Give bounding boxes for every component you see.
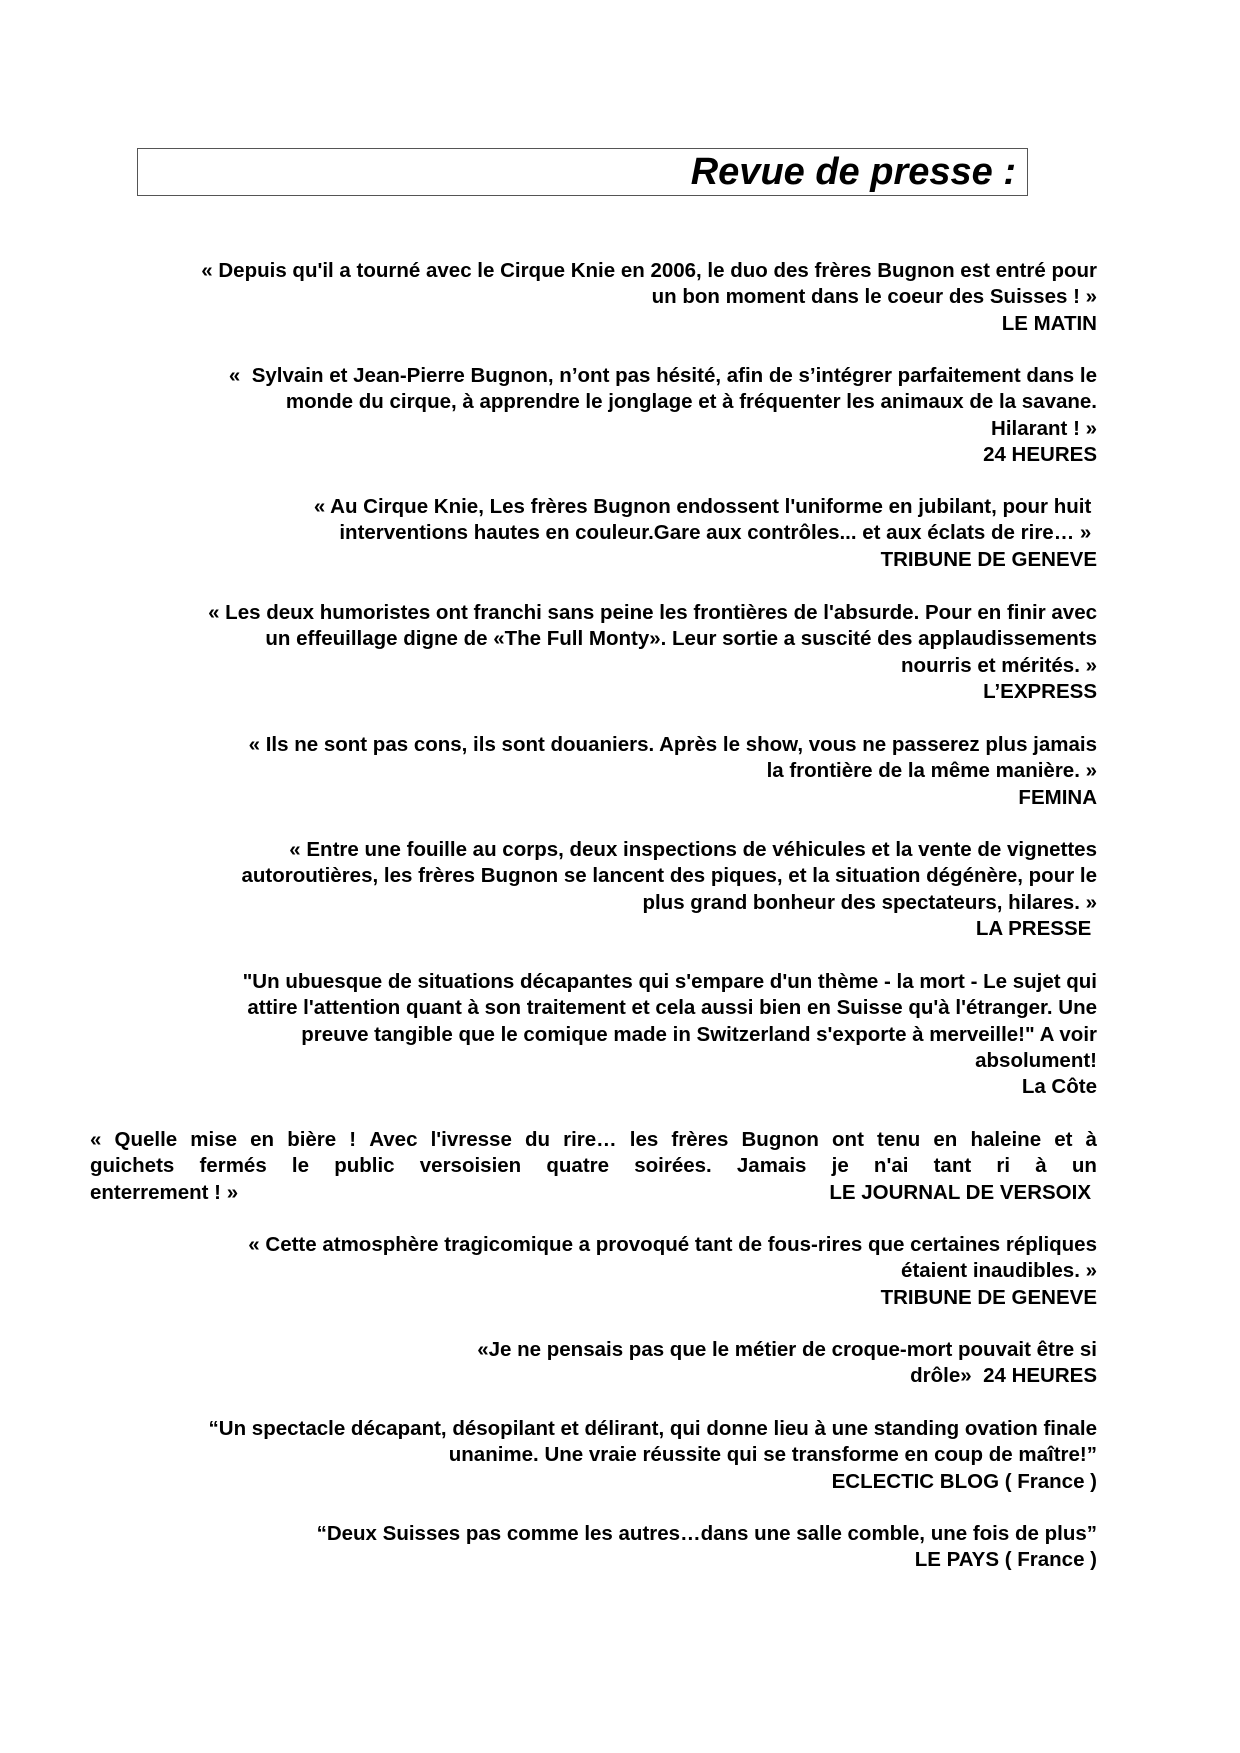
review-24-heures bbox=[90, 363, 1097, 468]
review-source: La Côte bbox=[1021, 1075, 1097, 1099]
page-title: Revue de presse : bbox=[690, 151, 1016, 193]
quote-word: à bbox=[1085, 1128, 1097, 1151]
quote-word: en bbox=[933, 1128, 958, 1151]
quote-word: quatre bbox=[546, 1154, 610, 1178]
quote-word: mise bbox=[190, 1128, 238, 1151]
quote-line: étaient inaudibles. » bbox=[901, 1259, 1097, 1283]
review-source: LE JOURNAL DE VERSOIX bbox=[829, 1180, 1091, 1204]
quote-word: et bbox=[1054, 1128, 1073, 1151]
quote-line: « Depuis qu'il a tourné avec le Cirque Knie en 2006, le duo des frères Bugnon est entré pour bbox=[201, 259, 1097, 282]
quote-word: un bbox=[1071, 1154, 1097, 1178]
quote-word: n'ai bbox=[873, 1154, 909, 1178]
quote-line: « Au Cirque Knie, Les frères Bugnon endossent l'uniforme en jubilant, pour huit bbox=[313, 495, 1097, 518]
quote-line: « Les deux humoristes ont franchi sans peine les frontières de l'absurde. Pour en finir avec bbox=[208, 601, 1097, 624]
review-source: TRIBUNE DE GENEVE bbox=[880, 547, 1097, 571]
review-source: FEMINA bbox=[1018, 785, 1097, 809]
quote-line: Hilarant ! » bbox=[991, 416, 1097, 440]
review-source: ECLECTIC BLOG ( France ) bbox=[831, 1469, 1097, 1493]
review-la-cote bbox=[90, 969, 1097, 1100]
review-source: L’EXPRESS bbox=[983, 679, 1097, 703]
quote-line-end: enterrement ! » bbox=[90, 1180, 239, 1204]
review-eclectic-blog bbox=[90, 1416, 1097, 1495]
quote-word: haleine bbox=[970, 1128, 1042, 1151]
quote-line: unanime. Une vraie réussite qui se transforme en coup de maître!” bbox=[448, 1443, 1097, 1467]
quote-word: Avec bbox=[369, 1128, 418, 1151]
quote-line: plus grand bonheur des spectateurs, hilares. » bbox=[642, 890, 1097, 914]
quote-word: frères bbox=[671, 1128, 729, 1151]
quote-line bbox=[90, 1127, 1097, 1153]
quote-line: “Deux Suisses pas comme les autres…dans une salle comble, une fois de plus” bbox=[316, 1522, 1097, 1545]
review-journal-de-versoix bbox=[90, 1127, 1097, 1206]
quote-word: ont bbox=[832, 1128, 864, 1151]
quote-line: « Entre une fouille au corps, deux inspections de véhicules et la vente de vignettes bbox=[289, 838, 1097, 861]
quote-line: «Je ne pensais pas que le métier de croque-mort pouvait être si bbox=[477, 1338, 1097, 1361]
review-tribune-de-geneve-1 bbox=[90, 494, 1097, 573]
quote-word: les bbox=[629, 1128, 659, 1151]
quote-word: rire… bbox=[563, 1128, 617, 1151]
review-le-pays bbox=[90, 1521, 1097, 1574]
review-source: LE MATIN bbox=[1001, 311, 1097, 335]
review-la-presse bbox=[90, 837, 1097, 942]
quote-last-line bbox=[90, 1180, 1097, 1206]
quote-word: tant bbox=[933, 1154, 972, 1178]
quote-line bbox=[90, 1153, 1097, 1179]
quote-word: tenu bbox=[877, 1128, 921, 1151]
quote-line: « Sylvain et Jean-Pierre Bugnon, n’ont pas hésité, afin de s’intégrer parfaitement dans le bbox=[228, 364, 1097, 387]
review-24-heures-2 bbox=[90, 1337, 1097, 1390]
quote-line: interventions hautes en couleur.Gare aux contrôles... et aux éclats de rire… » bbox=[339, 521, 1097, 545]
quote-word: bière bbox=[287, 1128, 337, 1151]
quote-line: nourris et mérités. » bbox=[901, 653, 1097, 677]
quote-word: en bbox=[250, 1128, 275, 1151]
review-source: LA PRESSE bbox=[975, 916, 1097, 940]
review-source: TRIBUNE DE GENEVE bbox=[880, 1285, 1097, 1309]
review-l-express bbox=[90, 600, 1097, 705]
quote-word: versoisien bbox=[419, 1154, 522, 1178]
quote-word: le bbox=[291, 1154, 310, 1178]
quote-word: guichets bbox=[90, 1154, 175, 1178]
quote-word: à bbox=[1035, 1154, 1047, 1178]
quote-word: soirées. bbox=[634, 1154, 712, 1178]
quote-word: Bugnon bbox=[741, 1128, 819, 1151]
quote-line: autoroutières, les frères Bugnon se lancent des piques, et la situation dégénère, pour le bbox=[241, 864, 1097, 888]
quote-line: « Ils ne sont pas cons, ils sont douaniers. Après le show, vous ne passerez plus jamais bbox=[248, 733, 1097, 756]
quote-word: ! bbox=[349, 1128, 357, 1151]
quote-word: je bbox=[831, 1154, 849, 1178]
quote-line: "Un ubuesque de situations décapantes qui s'empare d'un thème - la mort - Le sujet qui bbox=[242, 970, 1097, 993]
quote-line: absolument! bbox=[975, 1048, 1097, 1072]
quote-word: l'ivresse bbox=[430, 1128, 512, 1151]
review-source: 24 HEURES bbox=[983, 442, 1097, 466]
quote-line: un bon moment dans le coeur des Suisses ! » bbox=[651, 285, 1097, 309]
review-femina bbox=[90, 732, 1097, 811]
review-le-matin bbox=[90, 258, 1097, 337]
review-source: LE PAYS ( France ) bbox=[914, 1548, 1097, 1572]
quote-word: « bbox=[90, 1128, 102, 1151]
quote-word: public bbox=[334, 1154, 395, 1178]
quote-line: “Un spectacle décapant, désopilant et délirant, qui donne lieu à une standing ovation finale bbox=[208, 1417, 1097, 1440]
title-box bbox=[137, 148, 1028, 196]
quote-word: fermés bbox=[199, 1154, 267, 1178]
quote-line: attire l'attention quant à son traitement et cela aussi bien en Suisse qu'à l'étranger. Une bbox=[247, 996, 1097, 1020]
review-tribune-de-geneve-2 bbox=[90, 1232, 1097, 1311]
quote-word: Jamais bbox=[736, 1154, 807, 1178]
quote-line: un effeuillage digne de «The Full Monty». Leur sortie a suscité des applaudissements bbox=[265, 627, 1097, 651]
quote-line: drôle» 24 HEURES bbox=[910, 1364, 1097, 1388]
quote-word: ri bbox=[996, 1154, 1011, 1178]
quote-line: la frontière de la même manière. » bbox=[766, 759, 1097, 783]
quote-word: Quelle bbox=[114, 1128, 178, 1151]
quote-line: « Cette atmosphère tragicomique a provoqué tant de fous-rires que certaines répliques bbox=[248, 1233, 1097, 1256]
quote-line: preuve tangible que le comique made in Switzerland s'exporte à merveille!" A voir bbox=[301, 1022, 1097, 1046]
quote-line: monde du cirque, à apprendre le jonglage et à fréquenter les animaux de la savane. bbox=[285, 390, 1097, 414]
quote-word: du bbox=[524, 1128, 550, 1151]
